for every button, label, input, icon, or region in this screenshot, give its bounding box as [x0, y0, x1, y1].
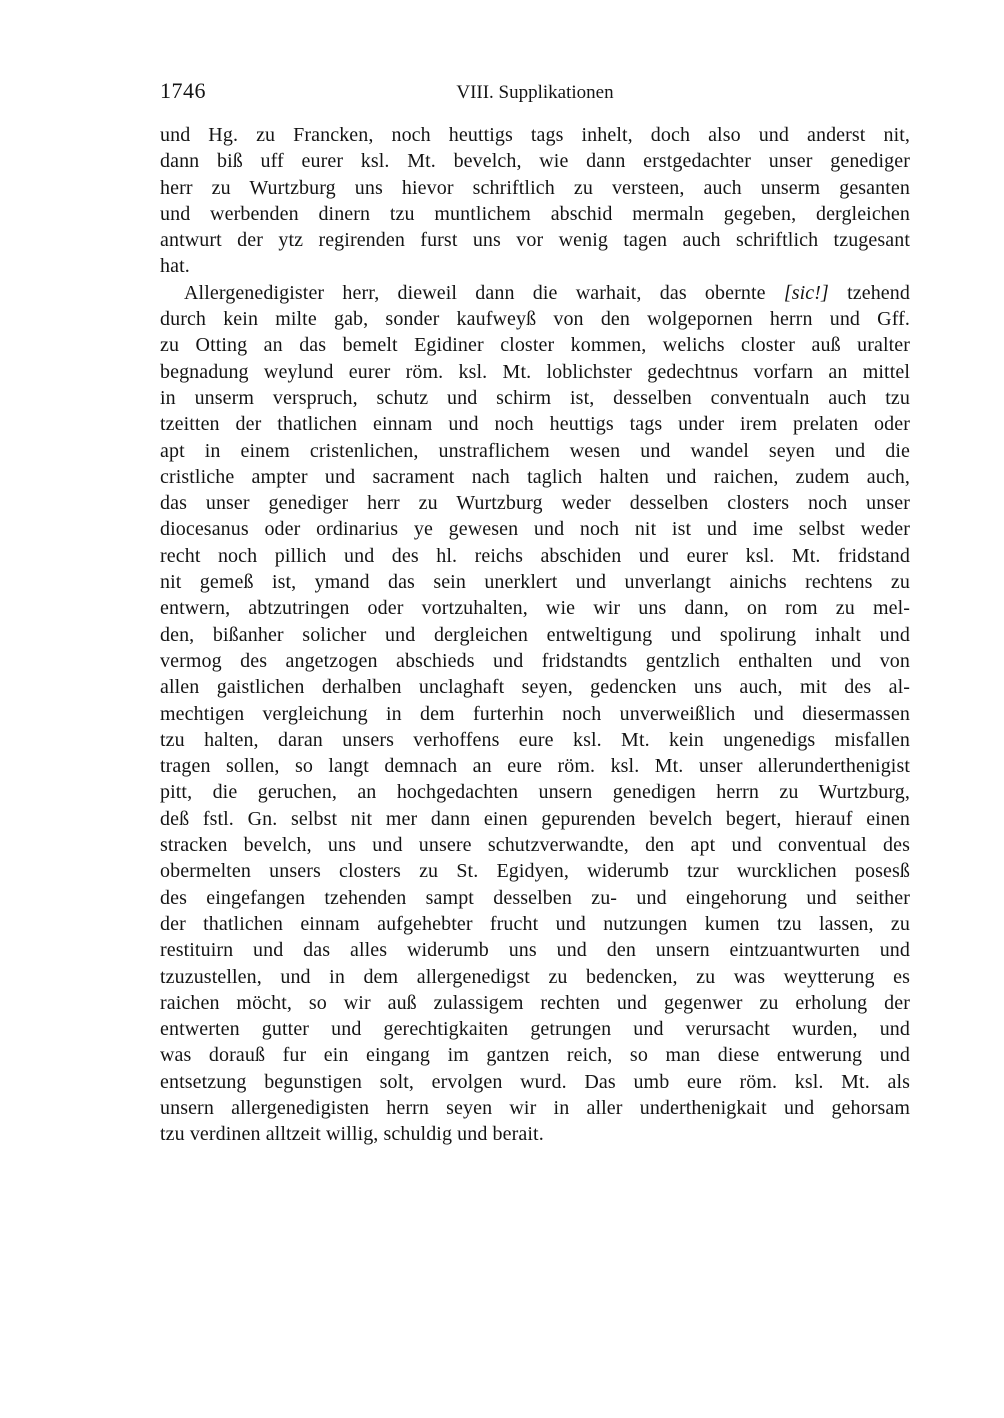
text-line: nit gemeß ist, ymand das sein unerklert und unverlangt ainichs rechtens zu	[160, 571, 910, 594]
text-line: tzeitten der thatlichen einnam und noch heuttigs tags under irem prelaten oder	[160, 413, 910, 436]
paragraph	[160, 122, 910, 280]
text-line: dann biß uff eurer ksl. Mt. bevelch, wie dann erstgedachter unser genediger	[160, 150, 910, 173]
text-line: des eingefangen tzehenden sampt desselben zu- und eingehorung und seither	[160, 886, 910, 909]
text-line: entwern, abtzutringen oder vortzuhalten, wie wir uns dann, on rom zu mel-	[160, 597, 910, 620]
page-header	[160, 78, 910, 106]
text-line: deß fstl. Gn. selbst nit mer dann einen gepurenden bevelch begert, hierauf einen	[160, 807, 910, 830]
text-line: unsern allergenedigisten herrn seyen wir in aller underthenigkait und gehorsam	[160, 1096, 910, 1119]
text-line: mechtigen vergleichung in dem furterhin noch unverweißlich und diesermassen	[160, 702, 910, 725]
text-line: in unserm verspruch, schutz und schirm ist, desselben conventualn auch tzu	[160, 386, 910, 409]
text-line: tzuzustellen, und in dem allergenedigst zu bedencken, zu was weytterung es	[160, 965, 910, 988]
text-line: herr zu Wurtzburg uns hievor schriftlich zu versteen, auch unserm gesanten	[160, 176, 910, 199]
text-line: entwerten gutter und gerechtigkaiten getrungen und verursacht wurden, und	[160, 1018, 910, 1041]
text-line: und Hg. zu Francken, noch heuttigs tags inhelt, doch also und anderst nit,	[160, 124, 910, 146]
text-line: obermelten unsers closters zu St. Egidyen, widerumb tzur wurcklichen posesß	[160, 860, 910, 883]
page-number: 1746	[160, 78, 206, 103]
text-line: hat.	[160, 255, 190, 278]
text-line: entsetzung begunstigen solt, ervolgen wurd. Das umb eure röm. ksl. Mt. als	[160, 1070, 910, 1093]
text-line: stracken bevelch, uns und unsere schutzverwandte, den apt und conventual des	[160, 834, 910, 857]
body-text	[160, 122, 910, 1148]
text-line: und werbenden dinern tzu muntlichem abschid mermaln gegeben, dergleichen	[160, 202, 910, 225]
text-line: Allergenedigister herr, dieweil dann die warhait, das obernte [sic!] tzehend	[184, 281, 910, 304]
paragraph	[160, 280, 910, 1148]
text-line: was dorauß fur ein eingang im gantzen reich, so man diese entwerung und	[160, 1044, 910, 1067]
text-line: vermog des angetzogen abschieds und fridstandts gentzlich enthalten und von	[160, 649, 910, 672]
text-line: tzu verdinen alltzeit willig, schuldig und berait.	[160, 1123, 544, 1146]
text-line: raichen möcht, so wir auß zulassigem rechten und gegenwer zu erholung der	[160, 991, 910, 1014]
text-line: begnadung weylund eurer röm. ksl. Mt. loblichster gedechtnus vorfarn an mittel	[160, 360, 910, 383]
text-line: diocesanus oder ordinarius ye gewesen und noch nit ist und ime selbst weder	[160, 518, 910, 541]
running-header: VIII. Supplikationen	[456, 82, 614, 103]
text-line: cristliche ampter und sacrament nach taglich halten und raichen, zudem auch,	[160, 465, 910, 488]
text-line: der thatlichen einnam aufgehebter frucht und nutzungen kumen tzu lassen, zu	[160, 912, 910, 935]
text-line: den, bißanher solicher und dergleichen entweltigung und spolirung inhalt und	[160, 623, 910, 646]
text-line: recht noch pillich und des hl. reichs abschiden und eurer ksl. Mt. fridstand	[160, 544, 910, 567]
text-line: tragen sollen, so langt demnach an eure röm. ksl. Mt. unser allerunderthenigist	[160, 755, 910, 778]
text-line: allen gaistlichen derhalben unclaghaft seyen, gedencken uns auch, mit des al-	[160, 676, 910, 699]
text-line: zu Otting an das bemelt Egidiner closter kommen, welichs closter auß uralter	[160, 334, 910, 357]
text-line: apt in einem cristenlichen, unstraflichem wesen und wandel seyen und die	[160, 439, 910, 462]
text-line: restituirn und das alles widerumb uns und den unsern eintzuantwurten und	[160, 939, 910, 962]
text-line: pitt, die geruchen, an hochgedachten unsern genedigen herrn zu Wurtzburg,	[160, 781, 910, 804]
text-line: antwurt der ytz regirenden furst uns vor wenig tagen auch schriftlich tzugesant	[160, 229, 910, 252]
text-line: tzu halten, daran unsers verhoffens eure ksl. Mt. kein ungenedigs misfallen	[160, 728, 910, 751]
text-line: durch kein milte gab, sonder kaufweyß von den wolgepornen herrn und Gff.	[160, 308, 910, 331]
text-line: das unser genediger herr zu Wurtzburg weder desselben closters noch unser	[160, 492, 910, 515]
sic-annotation: [sic!]	[783, 281, 829, 304]
